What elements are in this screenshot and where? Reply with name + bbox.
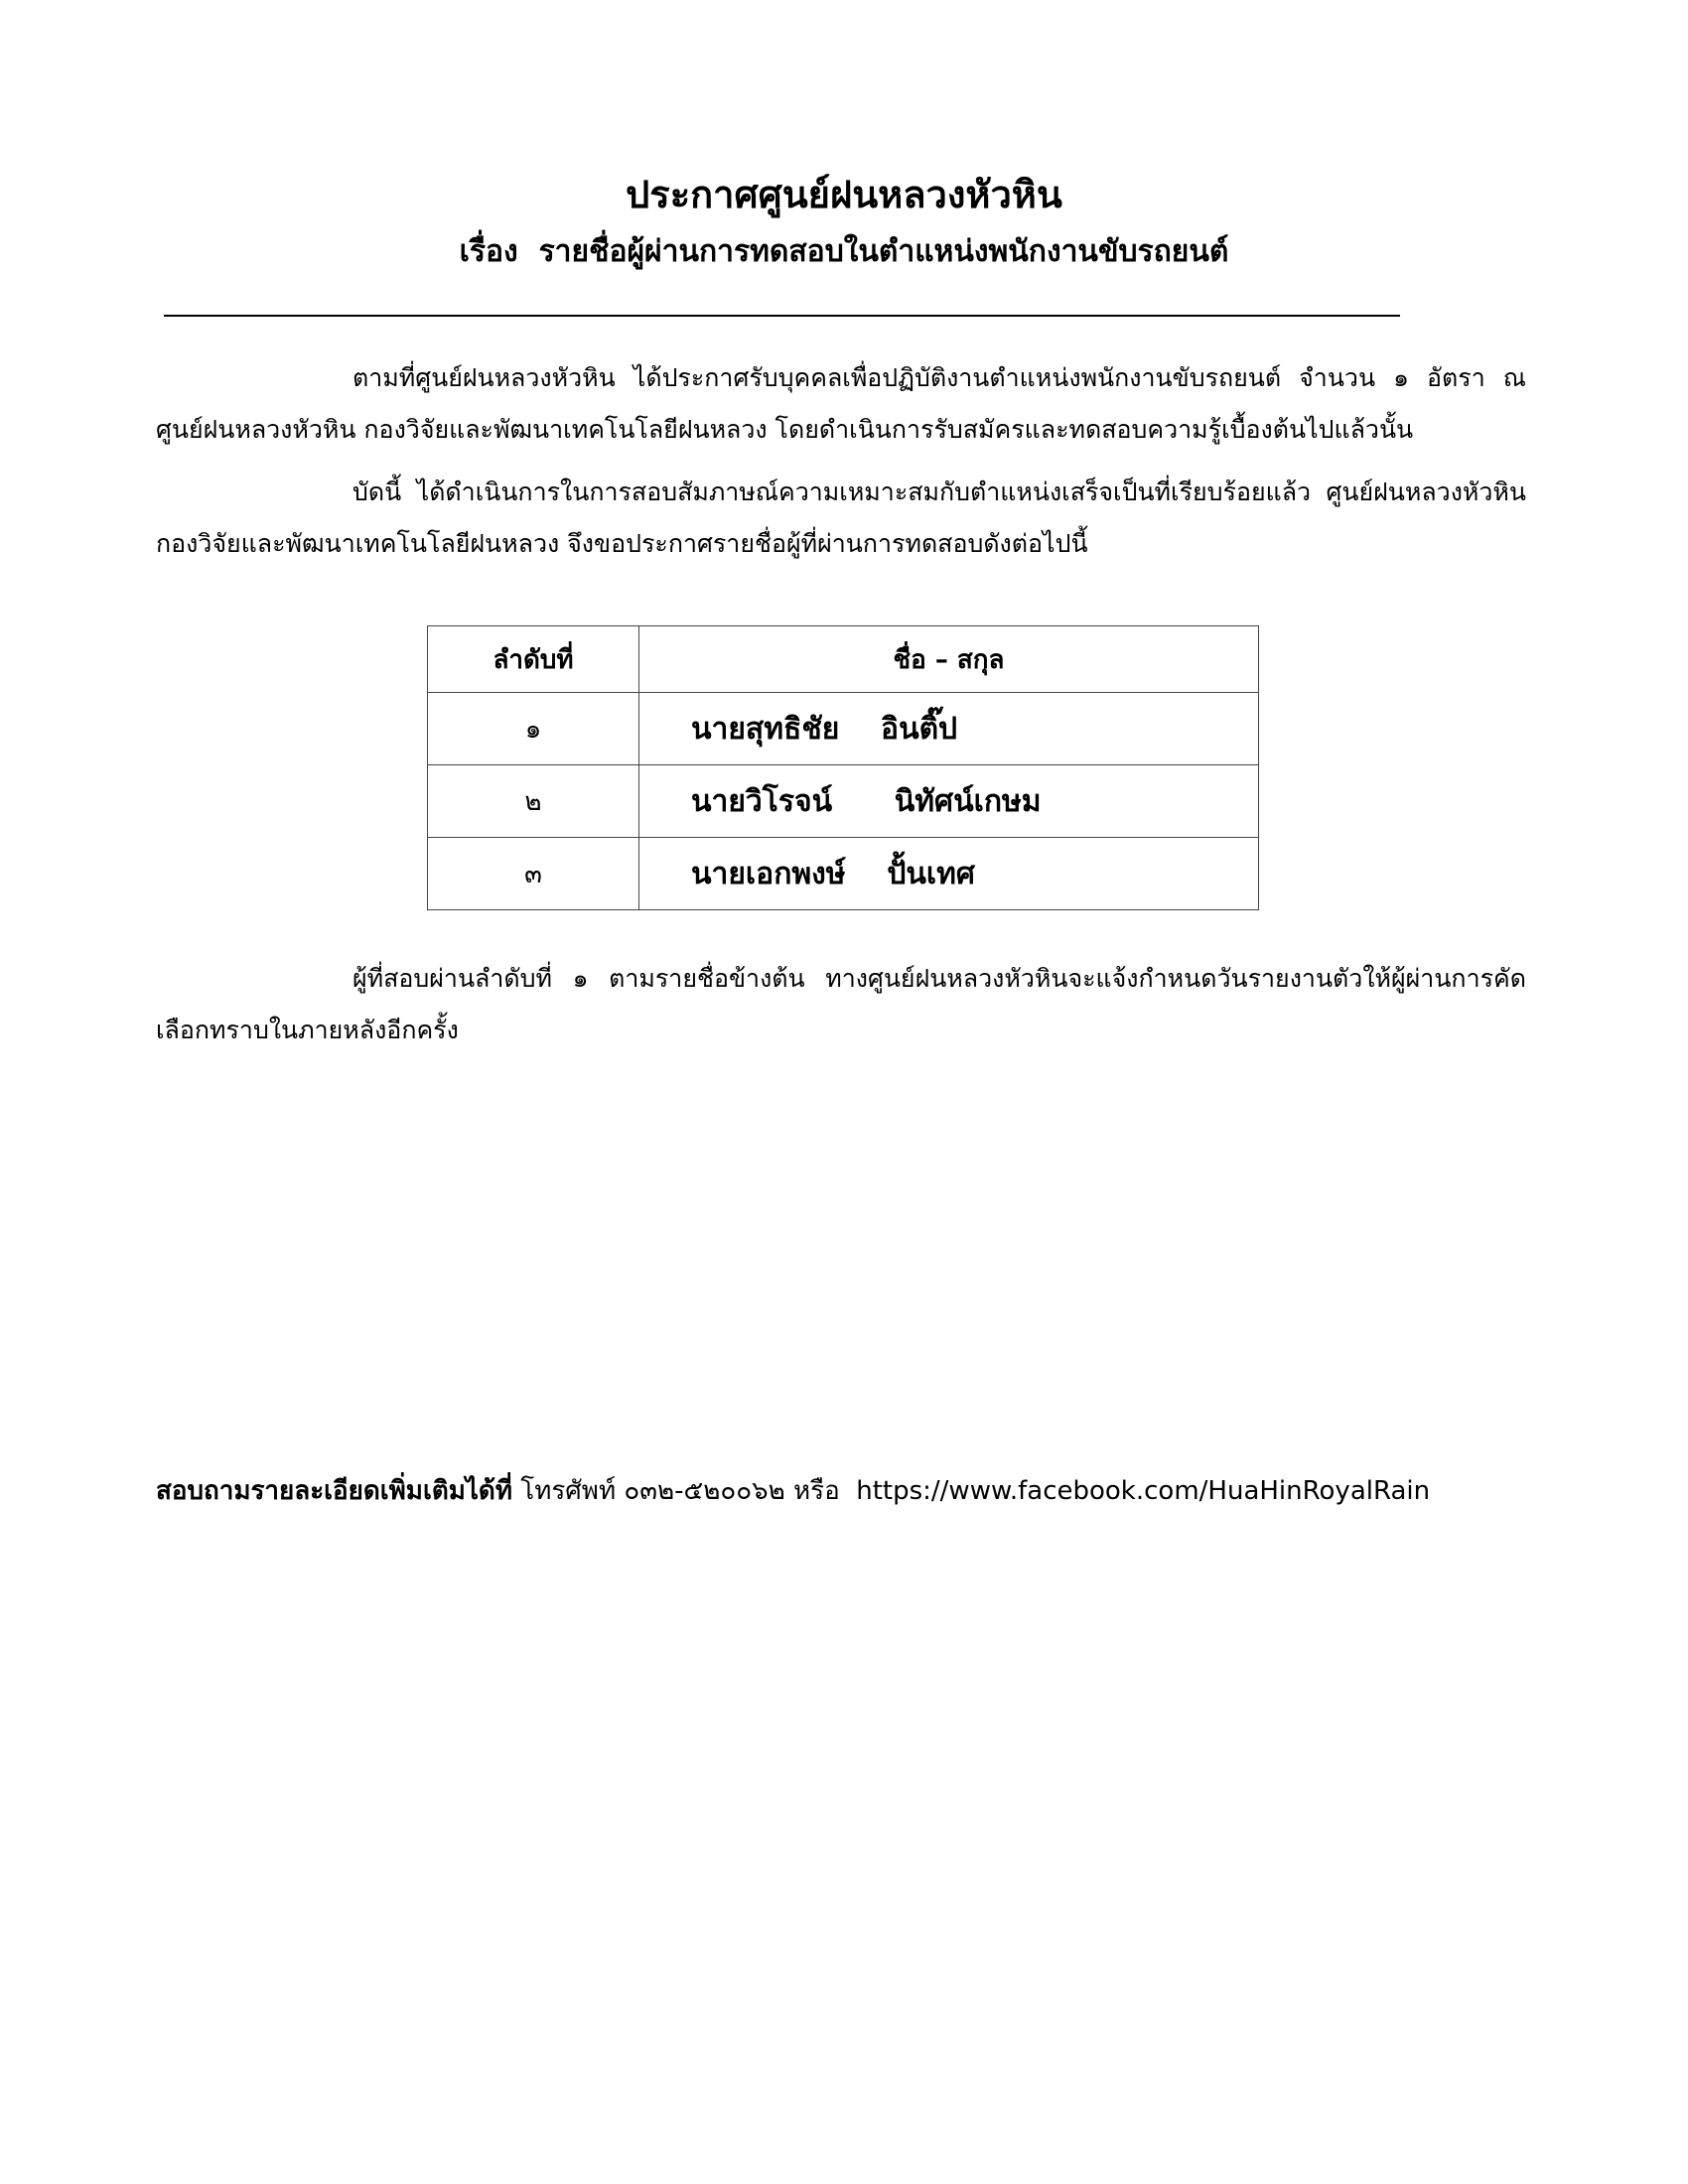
row-order: ๑ <box>428 693 639 765</box>
row-name: นายเอกพงษ์ ปั้นเทศ <box>639 838 1259 910</box>
paragraph-intro <box>156 352 1526 456</box>
column-header-name: ชื่อ – สกุล <box>639 626 1259 693</box>
paragraph-notice-text: ผู้ที่สอบผ่านลำดับที่ ๑ ตามรายชื่อข้างต้น ทางศูนย์ฝนหลวงหัวหินจะแจ้งกำหนดวันรายงานตัวให้ผู้ผ่านการคัดเลือกทราบในภายหลังอีกครั้ง <box>156 964 1526 1044</box>
row-name: นายวิโรจน์ นิทัศน์เกษม <box>639 765 1259 838</box>
header-divider <box>164 315 1400 317</box>
facebook-link[interactable]: https://www.facebook.com/HuaHinRoyalRain <box>856 1476 1431 1506</box>
paragraph-announcement <box>156 467 1526 570</box>
contact-or: หรือ <box>792 1476 840 1506</box>
column-header-order: ลำดับที่ <box>428 626 639 693</box>
page-title: ประกาศศูนย์ฝนหลวงหัวหิน <box>626 173 1062 216</box>
table-row <box>428 693 1259 765</box>
contact-line <box>156 1469 1546 1513</box>
table-row <box>428 765 1259 838</box>
row-order: ๒ <box>428 765 639 838</box>
contact-lead: สอบถามรายละเอียดเพิ่มเติมได้ที่ <box>156 1476 512 1506</box>
paragraph-notice <box>156 953 1526 1056</box>
paragraph-intro-text: ตามที่ศูนย์ฝนหลวงหัวหิน ได้ประกาศรับบุคคลเพื่อปฏิบัติงานตำแหน่งพนักงานขับรถยนต์ จำนวน ๑ อัตรา ณ ศูนย์ฝนหลวงหัวหิน กองวิจัยและพัฒนาเทคโนโลยีฝนหลวง โดยดำเนินการรับสมัครและทดสอบความรู้เบื้องต้นไปแล้วนั้น <box>156 363 1526 444</box>
row-order: ๓ <box>428 838 639 910</box>
row-name: นายสุทธิชัย อินติ๊ป <box>639 693 1259 765</box>
table-row <box>428 838 1259 910</box>
table-header-row <box>428 626 1259 693</box>
announcement-subject: เรื่อง รายชื่อผู้ผ่านการทดสอบในตำแหน่งพนักงานขับรถยนต์ <box>459 234 1229 269</box>
contact-phone: โทรศัพท์ ๐๓๒-๕๒๐๐๖๒ <box>520 1476 785 1506</box>
paragraph-announcement-text: บัดนี้ ได้ดำเนินการในการสอบสัมภาษณ์ความเหมาะสมกับตำแหน่งเสร็จเป็นที่เรียบร้อยแล้ว ศูนย์ฝนหลวงหัวหิน กองวิจัยและพัฒนาเทคโนโลยีฝนหลวง จึงขอประกาศรายชื่อผู้ที่ผ่านการทดสอบดังต่อไปนี้ <box>156 478 1526 558</box>
passed-candidates-table <box>427 625 1259 910</box>
